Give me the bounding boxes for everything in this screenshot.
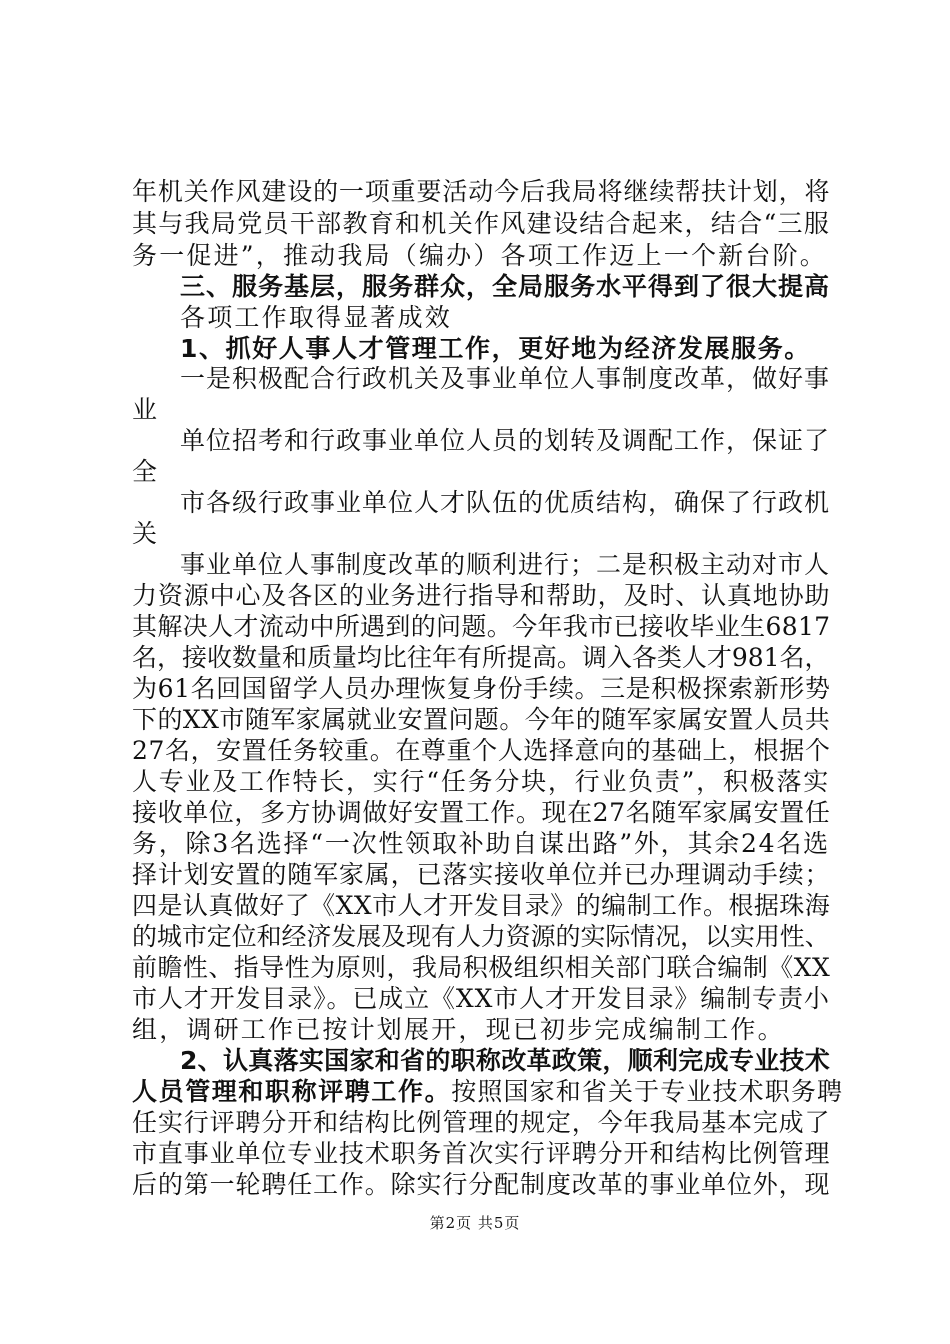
body-line: 其解决人才流动中所遇到的问题。今年我市已接收毕业生6817 [132, 612, 831, 641]
subsection-heading: 2、认真落实国家和省的职称改革政策，顺利完成专业技术 [180, 1046, 830, 1075]
section-heading: 三、服务基层，服务群众，全局服务水平得到了很大提高 [180, 272, 831, 301]
body-line: 单位招考和行政事业单位人员的划转及调配工作，保证了 [180, 426, 831, 455]
body-line: 力资源中心及各区的业务进行指导和帮助，及时、认真地协助 [132, 581, 831, 610]
body-line: 为61名回国留学人员办理恢复身份手续。三是积极探索新形势 [132, 674, 831, 703]
page-footer: 第2页 共5页 [429, 1214, 521, 1232]
body-line: 名，接收数量和质量均比往年有所提高。调入各类人才981名， [132, 643, 830, 672]
body-line: 务一促进”，推动我局（编办）各项工作迈上一个新台阶。 [132, 241, 827, 270]
body-line: 后的第一轮聘任工作。除实行分配制度改革的事业单位外，现 [132, 1170, 831, 1199]
body-line: 全 [132, 457, 160, 486]
body-line: 的城市定位和经济发展及现有人力资源的实际情况，以实用性、 [132, 922, 830, 951]
body-line: 一是积极配合行政机关及事业单位人事制度改革，做好事 [180, 364, 831, 393]
body-line: 接收单位，多方协调做好安置工作。现在27名随军家属安置任 [132, 798, 831, 827]
body-line: 组，调研工作已按计划展开，现已初步完成编制工作。 [132, 1015, 785, 1044]
body-text: 按照国家和省关于专业技术职务聘 [451, 1077, 844, 1106]
body-line: 市直事业单位专业技术职务首次实行评聘分开和结构比例管理 [132, 1139, 831, 1168]
body-line: 务，除3名选择“一次性领取补助自谋出路”外，其余24名选 [132, 829, 830, 858]
body-line: 关 [132, 519, 160, 548]
body-line: 年机关作风建设的一项重要活动今后我局将继续帮扶计划，将 [132, 177, 831, 206]
body-line: 四是认真做好了《XX市人才开发目录》的编制工作。根据珠海 [132, 891, 831, 920]
subsection-heading-cont: 人员管理和职称评聘工作。 [132, 1077, 452, 1106]
body-line: 其与我局党员干部教育和机关作风建设结合起来，结合“三服 [132, 209, 831, 238]
subsection-heading: 1、抓好人事人才管理工作，更好地为经济发展服务。 [180, 334, 811, 363]
body-line [132, 1076, 843, 1108]
body-line: 前瞻性、指导性为原则，我局积极组织相关部门联合编制《XX [132, 953, 831, 982]
body-line: 下的XX市随军家属就业安置问题。今年的随军家属安置人员共 [132, 705, 831, 734]
body-line: 人专业及工作特长，实行“任务分块，行业负责”，积极落实 [132, 767, 830, 796]
body-line: 27名，安置任务较重。在尊重个人选择意向的基础上，根据个 [132, 736, 831, 765]
body-line: 市各级行政事业单位人才队伍的优质结构，确保了行政机 [180, 488, 831, 517]
body-line: 市人才开发目录》。已成立《XX市人才开发目录》编制专责小 [132, 984, 830, 1013]
body-line: 择计划安置的随军家属，已落实接收单位并已办理调动手续； [132, 860, 831, 889]
body-line: 任实行评聘分开和结构比例管理的规定，今年我局基本完成了 [132, 1108, 831, 1137]
body-line: 事业单位人事制度改革的顺利进行；二是积极主动对市人 [180, 550, 831, 579]
body-line: 各项工作取得显著成效 [180, 303, 453, 332]
body-line: 业 [132, 395, 160, 424]
